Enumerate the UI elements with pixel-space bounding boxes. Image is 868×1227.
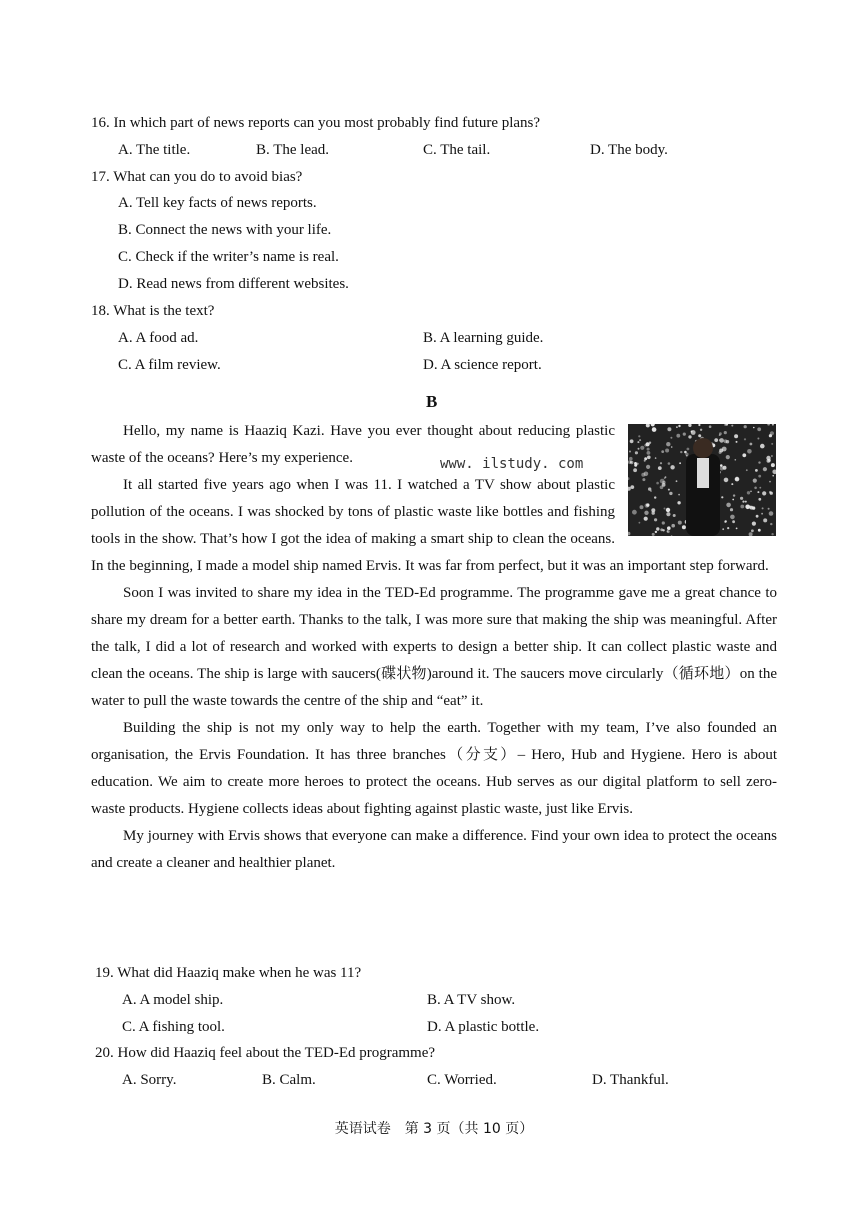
article-body <box>91 418 777 877</box>
question-16-option-b: B. The lead. <box>256 142 330 158</box>
question-19-option-a: A. A model ship. <box>122 992 224 1008</box>
question-18-option-d: D. A science report. <box>423 357 542 373</box>
question-18-stem: 18. What is the text? <box>91 303 215 319</box>
question-17-stem: 17. What can you do to avoid bias? <box>91 169 303 185</box>
question-18-option-c: C. A film review. <box>118 357 221 373</box>
question-16-option-d: D. The body. <box>590 142 668 158</box>
section-b-heading: B <box>426 392 438 411</box>
question-17-option-d: D. Read news from different websites. <box>118 276 349 292</box>
question-18-option-a: A. A food ad. <box>118 330 199 346</box>
question-20-option-a: A. Sorry. <box>122 1072 177 1088</box>
question-20-option-d: D. Thankful. <box>592 1072 669 1088</box>
question-20-option-c: C. Worried. <box>427 1072 497 1088</box>
question-20-option-b: B. Calm. <box>262 1072 316 1088</box>
article-paragraph-1: Hello, my name is Haaziq Kazi. Have you ever thought about reducing plastic waste of the oceans? Here’s my experience. <box>91 423 615 466</box>
article-paragraph-3: Soon I was invited to share my idea in the TED-Ed programme. The programme gave me a great chance to share my dream for a better earth. Thanks to the talk, I was more sure that making the ship was meaningful. After the talk, I did a lot of research and worked with experts to design a better ship. It can collect plastic waste and clean the oceans. The ship is large with saucers(碟状物)around it. The saucers move circularly（循环地）on the water to pull the waste towards the centre of the ship and “eat” it. <box>91 585 777 709</box>
page-footer: 英语试卷 第 3 页（共 10 页） <box>334 1121 534 1137</box>
question-19-option-b: B. A TV show. <box>427 992 516 1008</box>
photo-spacer <box>615 418 777 553</box>
question-16-stem: 16. In which part of news reports can you most probably find future plans? <box>91 115 541 131</box>
question-20-stem: 20. How did Haaziq feel about the TED-Ed programme? <box>95 1045 436 1061</box>
question-19-option-c: C. A fishing tool. <box>122 1019 225 1035</box>
question-17-option-c: C. Check if the writer’s name is real. <box>118 249 339 265</box>
question-16-option-a: A. The title. <box>118 142 191 158</box>
article-paragraph-5: My journey with Ervis shows that everyone can make a difference. Find your own idea to protect the oceans and create a cleaner and healthier planet. <box>91 828 777 871</box>
article-paragraph-4: Building the ship is not my only way to help the earth. Together with my team, I’ve also founded an organisation, the Ervis Foundation. It has three branches（分支）– Hero, Hub and Hygiene. Hero is about education. We aim to create more heroes to protect the oceans. Hub serves as our digital platform to sell zero-waste products. Hygiene collects ideas about fighting against plastic waste, just like Ervis. <box>91 720 777 817</box>
question-17-option-b: B. Connect the news with your life. <box>118 222 332 238</box>
question-17-option-a: A. Tell key facts of news reports. <box>118 195 317 211</box>
question-16-option-c: C. The tail. <box>423 142 491 158</box>
watermark-text: www. ilstudy. com <box>440 456 584 472</box>
question-19-stem: 19. What did Haaziq make when he was 11? <box>95 965 362 981</box>
question-18-option-b: B. A learning guide. <box>423 330 544 346</box>
question-19-option-d: D. A plastic bottle. <box>427 1019 540 1035</box>
article-paragraph-2: It all started five years ago when I was 11. I watched a TV show about plastic pollution of the oceans. I was shocked by tons of plastic waste like bottles and fishing tools in the show. That’s how I got the idea of making a smart ship to clean the oceans. In the beginning, I made a model ship named Ervis. It was far from perfect, but it was an important step forward. <box>91 477 769 574</box>
